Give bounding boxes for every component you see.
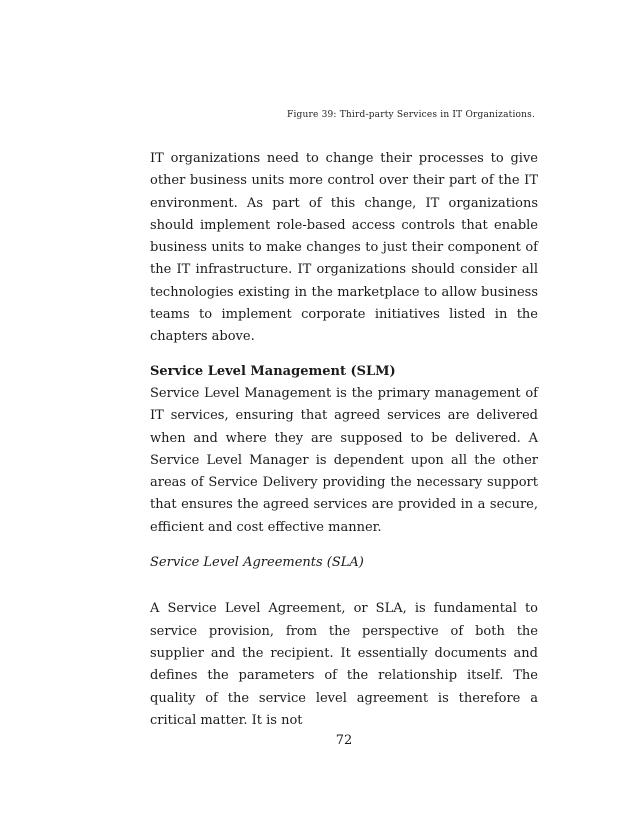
slm-paragraph: Service Level Management is the primary management of IT services, ensuring that agreed services are delivered when and where they are supposed to be delivered. A Service Level Manager is dependent upon all the other areas of Service Delivery providing the necessary support that ensures the agreed services are provided in a secure, efficient and cost effective manner. (150, 385, 538, 535)
sla-subheading: Service Level Agreements (SLA) (150, 555, 364, 571)
page-body (150, 148, 538, 732)
slm-heading: Service Level Management (SLM) (150, 363, 396, 379)
figure-caption: Figure 39: Third-party Services in IT Organizations. (287, 110, 536, 120)
page-number: 72 (335, 733, 353, 748)
intro-paragraph: IT organizations need to change their processes to give other business units more control over their part of the IT environment. As part of this change, IT organizations should implement role-based access controls that enable business units to make changes to just their component of the IT infrastructure. IT organizations should consider all technologies existing in the marketplace to allow business teams to implement corporate initiatives listed in the chapters above. (150, 151, 538, 345)
sla-paragraph: A Service Level Agreement, or SLA, is fundamental to service provision, from the perspective of both the supplier and the recipient. It essentially documents and defines the parameters of the relationship itself. The quality of the service level agreement is therefore a critical matter. It is not (150, 601, 538, 728)
